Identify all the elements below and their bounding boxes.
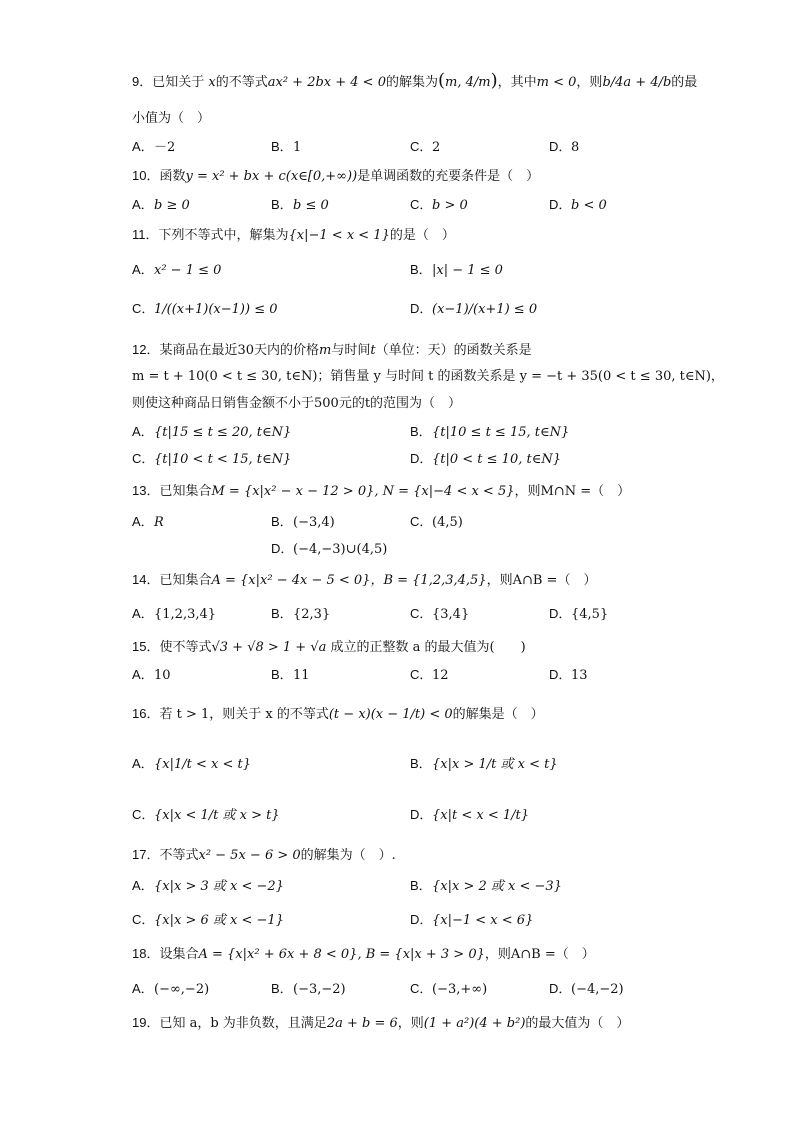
option-text: (4,5) (432, 515, 463, 530)
option-label: C． (410, 981, 433, 996)
option-label: A． (132, 756, 154, 771)
option-label: B． (271, 606, 293, 621)
option-b[interactable] (271, 666, 310, 685)
question-19 (132, 1014, 629, 1033)
option-label: D． (549, 606, 572, 621)
option-text: b ≤ 0 (293, 198, 329, 213)
option-c[interactable] (132, 806, 280, 825)
q-text: 不等式 (159, 848, 199, 863)
option-label: D． (410, 451, 433, 466)
option-a[interactable] (132, 196, 190, 215)
option-a[interactable] (132, 261, 221, 280)
math-expr: A = {x|x² + 6x + 8 < 0}, B = {x|x + 3 > 0} (198, 947, 485, 962)
option-text: (−3,+∞) (432, 982, 488, 997)
option-a[interactable] (132, 138, 175, 157)
math-expr: b/4a + 4/b (602, 75, 672, 90)
question-number: 12． (132, 342, 160, 357)
question-12-line2: m = t + 10(0 < t ≤ 30, t∈N)；销售量 y 与时间 t 的函数关系是 y = −t + 35(0 < t ≤ 30, t∈N)， (132, 369, 724, 384)
option-text: (x−1)/(x+1) ≤ 0 (432, 302, 538, 317)
q-text: 与时间 (331, 343, 371, 358)
option-text: {x|x > 3 或 x < −2} (154, 879, 284, 894)
option-label: C． (410, 667, 433, 682)
option-d[interactable] (410, 300, 537, 319)
option-label: D． (410, 912, 433, 927)
option-label: C． (132, 807, 155, 822)
option-d[interactable] (410, 806, 529, 825)
q-text: ，则A∩B =（ ） (486, 573, 597, 588)
option-b[interactable] (271, 513, 335, 532)
option-label: B． (410, 878, 432, 893)
option-label: A． (132, 139, 154, 154)
option-label: B． (410, 756, 432, 771)
option-text: {x|−1 < x < 6} (432, 913, 534, 928)
option-text: {3,4} (432, 607, 470, 622)
question-12 (132, 341, 532, 360)
q-text: 的是（ ） (389, 228, 455, 243)
option-b[interactable] (271, 196, 329, 215)
q-text: 的不等式 (215, 75, 268, 90)
q-text: 使不等式 (159, 640, 212, 655)
option-text: {t|15 ≤ t ≤ 20, t∈N} (154, 425, 292, 440)
option-text: {t|10 < t < 15, t∈N} (154, 452, 292, 467)
option-c[interactable] (410, 666, 449, 685)
option-c[interactable] (410, 605, 469, 624)
math-expr: A = {x|x² − 4x − 5 < 0}，B = {1,2,3,4,5} (211, 573, 487, 588)
option-label: A． (132, 667, 154, 682)
option-label: D． (549, 981, 572, 996)
option-a[interactable] (132, 755, 251, 774)
option-text: b ≥ 0 (154, 198, 190, 213)
option-text: (−3,4) (293, 515, 335, 530)
option-text: 2 (432, 140, 441, 155)
option-text: 1/((x+1)(x−1)) ≤ 0 (154, 302, 278, 317)
q-text: 的最大值为（ ） (525, 1016, 630, 1031)
option-label: A． (132, 197, 154, 212)
option-c[interactable] (410, 980, 487, 999)
option-text: 8 (571, 140, 580, 155)
option-text: (−∞,−2) (154, 982, 210, 997)
option-text: b > 0 (432, 198, 468, 213)
option-text: (−4,−3)∪(4,5) (293, 542, 388, 557)
question-17 (132, 846, 396, 865)
option-text: {t|0 < t ≤ 10, t∈N} (432, 452, 561, 467)
question-number: 15． (132, 639, 160, 654)
option-b[interactable] (410, 877, 562, 896)
paren: ) (490, 70, 498, 91)
option-text: {2,3} (293, 607, 331, 622)
option-text: {x|x > 1/t 或 x < t} (432, 757, 558, 772)
option-text: {x|x > 2 或 x < −3} (432, 879, 562, 894)
q-text: 成立的正整数 a 的最大值为( ) (330, 640, 526, 655)
option-label: C． (410, 139, 433, 154)
math-expr: y = x² + bx + c(x∈[0,+∞)) (185, 169, 358, 184)
option-label: D． (549, 667, 572, 682)
option-text: 11 (293, 668, 310, 683)
option-text: {x|1/t < x < t} (154, 757, 251, 772)
option-label: C． (410, 197, 433, 212)
q-text: ，其中 (497, 75, 537, 90)
var: t (370, 343, 376, 358)
question-14 (132, 571, 596, 590)
math-expr: ax² + 2bx + 4 < 0 (267, 75, 386, 90)
q-text: 的解集为（ ）. (300, 848, 396, 863)
option-d[interactable] (271, 540, 387, 559)
question-11 (132, 226, 455, 245)
option-text: {1,2,3,4} (154, 607, 217, 622)
option-label: C． (410, 514, 433, 529)
option-a[interactable] (132, 513, 164, 532)
option-label: B． (271, 667, 293, 682)
paren: ( (438, 70, 446, 91)
option-label: D． (549, 197, 572, 212)
option-text: {4,5} (571, 607, 609, 622)
math-expr: x² − 5x − 6 > 0 (198, 848, 301, 863)
option-text: b < 0 (571, 198, 607, 213)
q-text: 下列不等式中，解集为 (158, 228, 289, 243)
option-text: {t|10 ≤ t ≤ 15, t∈N} (432, 425, 570, 440)
option-a[interactable] (132, 877, 284, 896)
q-text: 已知关于 (152, 75, 205, 90)
option-a[interactable] (132, 980, 209, 999)
option-text: {x|x > 6 或 x < −1} (154, 913, 284, 928)
option-label: A． (132, 424, 154, 439)
question-9 (132, 72, 697, 92)
option-c[interactable] (132, 911, 284, 930)
option-a[interactable] (132, 605, 216, 624)
option-d[interactable] (549, 605, 608, 624)
q-text: （单位：天）的函数关系是 (375, 343, 532, 358)
option-label: D． (549, 139, 572, 154)
option-d[interactable] (549, 980, 624, 999)
question-16 (132, 705, 544, 724)
option-text: －2 (154, 140, 176, 155)
option-b[interactable] (271, 138, 301, 157)
option-text: {x|t < x < 1/t} (432, 808, 529, 823)
option-label: A． (132, 606, 154, 621)
option-c[interactable] (410, 196, 468, 215)
q-text: 设集合 (159, 947, 199, 962)
option-c[interactable] (132, 450, 291, 469)
option-label: D． (271, 541, 294, 556)
question-12-line3: 则使这种商品日销售金额不小于500元的t的范围为（ ） (132, 396, 462, 411)
math-expr: √3 + √8 > 1 + √a (211, 640, 327, 655)
option-label: A． (132, 514, 154, 529)
option-d[interactable] (410, 911, 533, 930)
option-text: x² − 1 ≤ 0 (154, 263, 222, 278)
question-18 (132, 945, 595, 964)
option-label: B． (410, 424, 432, 439)
q-text: 是单调函数的充要条件是（ ） (357, 169, 540, 184)
option-text: 1 (293, 140, 302, 155)
math-expr: m < 0 (536, 75, 577, 90)
option-text: 12 (432, 668, 449, 683)
question-13 (132, 482, 630, 501)
question-number: 16． (132, 706, 160, 721)
option-b[interactable] (410, 261, 503, 280)
math-expr: {x|−1 < x < 1} (288, 228, 390, 243)
math-expr: (t − x)(x − 1/t) < 0 (328, 707, 453, 722)
q-text: 函数 (159, 169, 186, 184)
option-d[interactable] (549, 196, 607, 215)
option-label: C． (132, 301, 155, 316)
q-text: 已知集合 (159, 484, 212, 499)
option-text: (−4,−2) (571, 982, 624, 997)
option-c[interactable] (410, 513, 463, 532)
var: m (319, 343, 332, 358)
option-text: |x| − 1 ≤ 0 (432, 263, 503, 278)
option-label: B． (271, 981, 293, 996)
math-expr: (1 + a²)(4 + b²) (423, 1016, 526, 1031)
q-text: ，则 (576, 75, 603, 90)
question-number: 11． (132, 227, 159, 242)
option-a[interactable] (132, 666, 171, 685)
var: x (208, 75, 216, 90)
option-text: 13 (571, 668, 588, 683)
q-text: 已知集合 (159, 573, 212, 588)
option-label: A． (132, 878, 154, 893)
option-label: B． (410, 262, 432, 277)
question-15 (132, 638, 526, 657)
option-d[interactable] (549, 138, 579, 157)
option-label: B． (271, 197, 293, 212)
option-b[interactable] (410, 423, 569, 442)
option-d[interactable] (549, 666, 588, 685)
q-text: ，则 (397, 1016, 424, 1031)
option-b[interactable] (410, 755, 558, 774)
option-text: (−3,−2) (293, 982, 346, 997)
option-label: D． (410, 807, 433, 822)
q-text: ，则M∩N =（ ） (514, 484, 631, 499)
option-text: {x|x < 1/t 或 x > t} (154, 808, 280, 823)
option-c[interactable] (410, 138, 440, 157)
question-number: 18． (132, 946, 160, 961)
option-d[interactable] (410, 450, 561, 469)
option-label: C． (132, 912, 155, 927)
question-number: 19． (132, 1015, 160, 1030)
q-text: 已知 a，b 为非负数，且满足 (159, 1016, 327, 1031)
option-label: A． (132, 981, 154, 996)
option-b[interactable] (271, 605, 330, 624)
option-label: C． (132, 451, 155, 466)
question-number: 13． (132, 483, 160, 498)
question-9-line2: 小值为（ ） (132, 111, 211, 126)
option-label: A． (132, 262, 154, 277)
question-number: 17． (132, 847, 160, 862)
option-text: R (154, 515, 164, 530)
q-text: 某商品在最近30天内的价格 (159, 343, 320, 358)
option-c[interactable] (132, 300, 278, 319)
q-text: 的最 (671, 75, 698, 90)
q-text: ，则A∩B =（ ） (484, 947, 595, 962)
question-10 (132, 167, 539, 186)
math-expr: m, 4/m (445, 75, 491, 90)
option-text: 10 (154, 668, 171, 683)
q-text: 的解集为 (385, 75, 438, 90)
question-number: 14． (132, 572, 160, 587)
math-expr: M = {x|x² − x − 12 > 0}, N = {x|−4 < x < 5} (211, 484, 515, 499)
option-a[interactable] (132, 423, 291, 442)
q-text: 若 t > 1，则关于 x 的不等式 (159, 707, 329, 722)
option-label: D． (410, 301, 433, 316)
option-label: C． (410, 606, 433, 621)
option-b[interactable] (271, 980, 346, 999)
option-label: B． (271, 514, 293, 529)
question-number: 10． (132, 168, 160, 183)
math-expr: 2a + b = 6 (326, 1016, 398, 1031)
option-label: B． (271, 139, 293, 154)
q-text: 的解集是（ ） (452, 707, 544, 722)
question-number: 9． (132, 74, 153, 89)
